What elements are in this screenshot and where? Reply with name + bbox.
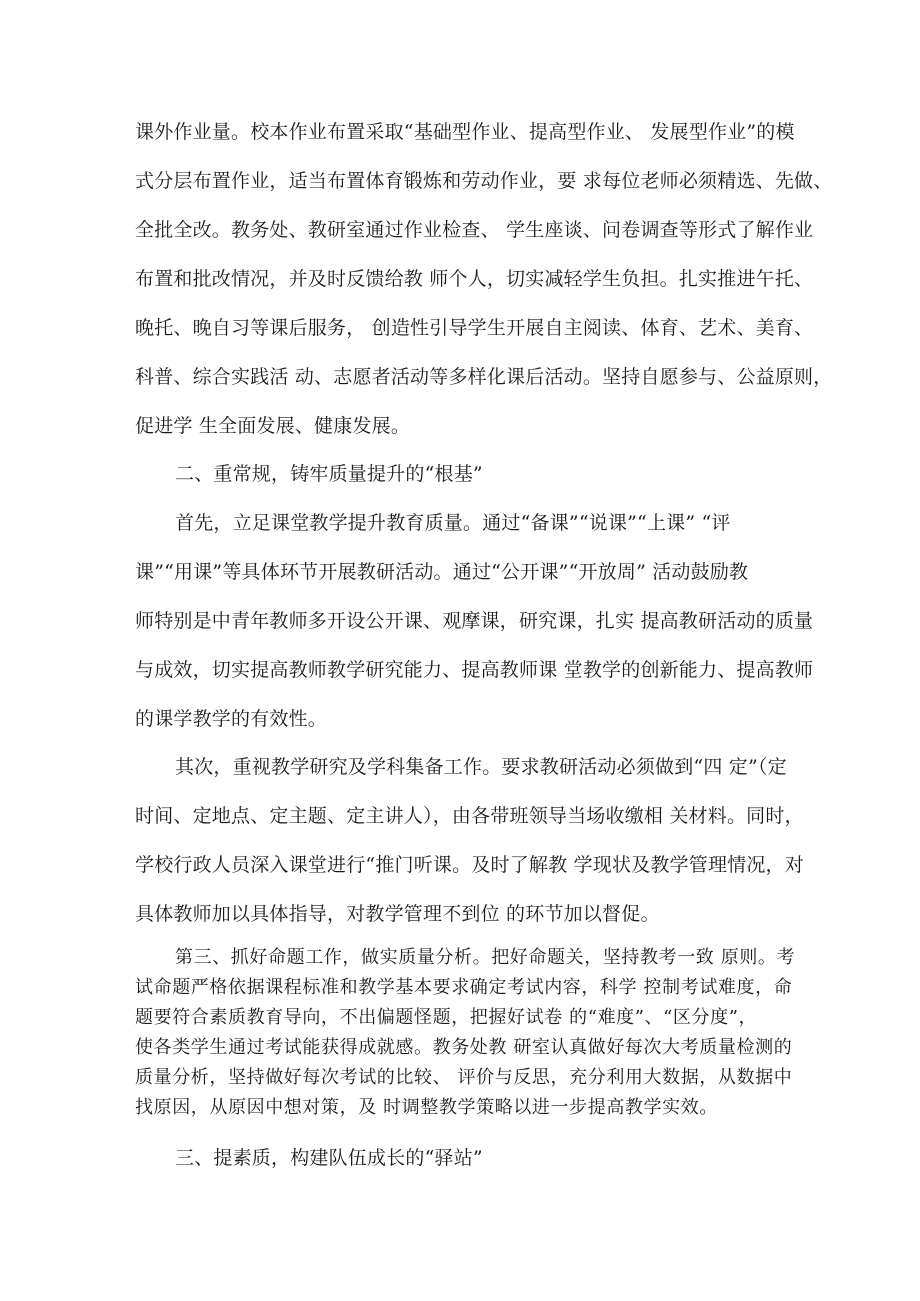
text-line: 全批全改。教务处、教研室通过作业检查、 学生座谈、问卷调查等形式了解作业 [135,219,814,241]
text-line: 其次，重视教学研究及学科集备工作。要求教研活动必须做到“四 定”（定 [175,756,787,778]
text-line: 晚托、晚自习等课后服务， 创造性引导学生开展自主阅读、体育、艺术、美育、 [135,317,814,339]
text-line: 使各类学生通过考试能获得成就感。教务处教 研室认真做好每次大考质量检测的 [135,1037,793,1058]
text-line: 试命题严格依据课程标准和教学基本要求确定考试内容，科学 控制考试难度，命 [135,977,793,998]
text-line: 找原因，从原因中想对策，及 时调整教学策略以进一步提高教学实效。 [135,1097,718,1118]
text-line: 课外作业量。校本作业布置采取“基础型作业、提高型作业、 发展型作业”的模 [135,121,795,143]
text-line: 的课学教学的有效性。 [135,708,328,730]
text-line: 课”“用课”等具体环节开展教研活动。通过“公开课”“开放周” 活动鼓励教 [135,561,749,583]
text-line: 师特别是中青年教师多开设公开课、观摩课，研究课，扎实 提高教研活动的质量 [135,610,814,632]
text-line: 具体教师加以具体指导，对教学管理不到位 的环节加以督促。 [135,903,660,925]
text-line: 学校行政人员深入课堂进行“推门听课。及时了解教 学现状及教学管理情况，对 [135,854,804,876]
section-heading-3: 三、提素质，构建队伍成长的“驿站” [175,1147,483,1169]
text-line: 促进学 生全面发展、健康发展。 [135,415,411,437]
text-line: 布置和批改情况，并及时反馈给教 师个人，切实减轻学生负担。扎实推进午托、 [135,268,814,290]
text-line: 第三、抓好命题工作，做实质量分析。把好命题关，坚持教考一致 原则。考 [175,947,796,968]
text-line: 与成效，切实提高教师教学研究能力、提高教师课 堂教学的创新能力、提高教师 [135,659,814,681]
text-line: 首先，立足课堂教学提升教育质量。通过“备课”“说课”“上课” “评 [175,512,731,534]
text-line: 式分层布置作业，适当布置体育锻炼和劳动作业，要 求每位老师必须精选、先做、 [135,170,833,192]
text-line: 科普、综合实践活 动、志愿者活动等多样化课后活动。坚持自愿参与、公益原则， [135,366,833,388]
text-line: 质量分析，坚持做好每次考试的比较、 评价与反思，充分利用大数据，从数据中 [135,1067,793,1088]
text-line: 题要符合素质教育导向，不出偏题怪题，把握好试卷 的“难度”、“区分度”， [135,1007,758,1028]
text-line: 时间、定地点、定主题、定主讲人），由各带班领导当场收缴相 关材料。同时， [135,805,804,827]
section-heading-2: 二、重常规，铸牢质量提升的“根基” [175,463,483,485]
